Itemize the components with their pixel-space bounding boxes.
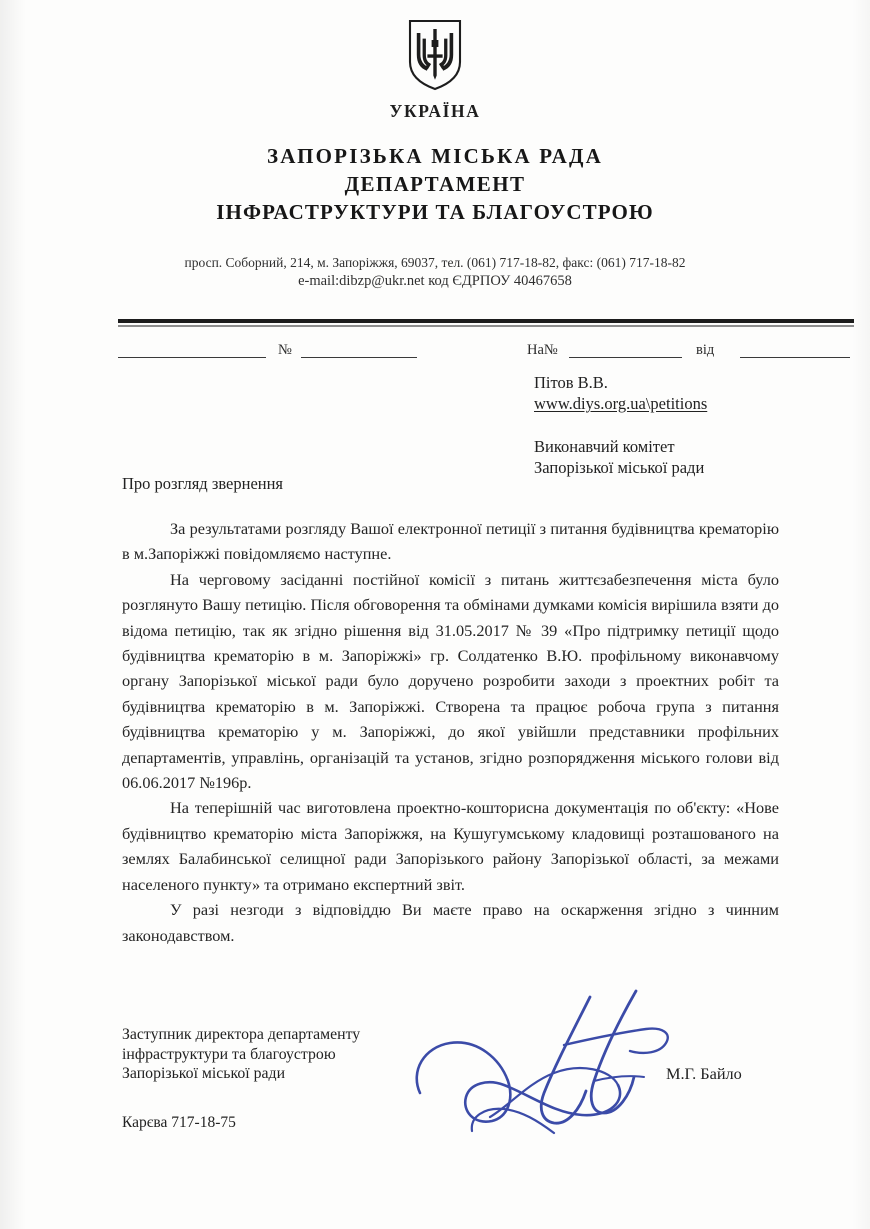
signatory-title-line-1: Заступник директора департаменту: [122, 1026, 361, 1043]
addressee-url[interactable]: www.diys.org.ua\petitions: [534, 394, 708, 413]
body-paragraph-4: У разі незгоди з відповіддю Ви маєте право на оскарження згідно з чинним законодавством.: [122, 900, 779, 945]
contact-details: [60, 253, 810, 291]
number-label: №: [278, 342, 292, 358]
signatory-title: [122, 1025, 360, 1084]
body-paragraph-1: За результатами розгляду Вашої електронної петиції з питання будівництва крематорію в м.Запоріжжі повідомляємо наступне.: [122, 519, 779, 564]
contact-email-line: e-mail:dibzp@ukr.net код ЄДРПОУ 40467658: [298, 273, 572, 289]
header-divider-thin: [118, 325, 854, 327]
country-name: УКРАЇНА: [389, 101, 481, 121]
signatory-title-line-3: Запорізької міської ради: [122, 1065, 286, 1082]
body-paragraph-3: На теперішній час виготовлена проектно-кошторисна документація по об'єкту: «Нове будівництво крематорію міста Запоріжжя, на Кушугумському кладовищі розташованого на землях Балабинської селищної ради Запорізького району Запорізької області, за межами населеного пункту» та отримано експертний звіт.: [122, 798, 779, 894]
organization-heading: [60, 142, 810, 226]
incoming-date-blank[interactable]: [740, 343, 850, 358]
handwritten-signature: [404, 985, 700, 1145]
letterhead-emblem-block: [0, 18, 870, 122]
organization-line-3: ІНФРАСТРУКТУРИ ТА БЛАГОУСТРОЮ: [216, 200, 654, 224]
outgoing-date-blank[interactable]: [118, 343, 266, 358]
letter-body: [122, 516, 779, 948]
signatory-name: М.Г. Байло: [666, 1064, 742, 1083]
addressee-block: [534, 372, 854, 478]
signatory-title-line-2: інфраструктури та благоустрою: [122, 1045, 336, 1063]
ukraine-trident-coat-of-arms-icon: [407, 18, 463, 92]
subject-line: Про розгляд звернення: [122, 474, 284, 493]
organization-line-2: ДЕПАРТАМЕНТ: [344, 172, 526, 196]
executor-contact: Карєва 717-18-75: [122, 1114, 236, 1131]
addressee-org-line-1: Виконавчий комітет: [534, 437, 675, 456]
contact-address-line: просп. Соборний, 214, м. Запоріжжя, 69037, тел. (061) 717-18-82, факс: (061) 717-18-82: [184, 255, 686, 270]
organization-line-1: ЗАПОРІЗЬКА МІСЬКА РАДА: [266, 144, 603, 168]
addressee-org-line-2: Запорізької міської ради: [534, 458, 705, 477]
addressee-name: Пітов В.В.: [534, 373, 608, 392]
date-label: від: [696, 342, 715, 358]
reference-form-line: [118, 336, 858, 360]
body-paragraph-2: На черговому засіданні постійної комісії з питань життєзабезпечення міста було розглянуто Вашу петицію. Після обговорення та обмінами думками комісія вирішила взяти до відома петицію, так як згідно рішення від 31.05.2017 № 39 «Про підтримку петиції щодо будівництва крематорію в м. Запоріжжі» гр. Солдатенко В.Ю. профільному виконавчому органу Запорізької міської ради було доручено розробити заходи з проектних робіт та будівництва крематорію в м. Запоріжжі. Створена та працює робоча група з питання будівництва крематорію у м. Запоріжжі, до якої увійшли представники профільних департаментів, управлінь, організацій та установ, згідно розпорядження міського голови від 06.06.2017 №196р.: [122, 569, 779, 793]
reference-label: На№: [527, 342, 558, 358]
header-divider-thick: [118, 319, 854, 323]
incoming-number-blank[interactable]: [569, 343, 682, 358]
outgoing-number-blank[interactable]: [301, 343, 417, 358]
